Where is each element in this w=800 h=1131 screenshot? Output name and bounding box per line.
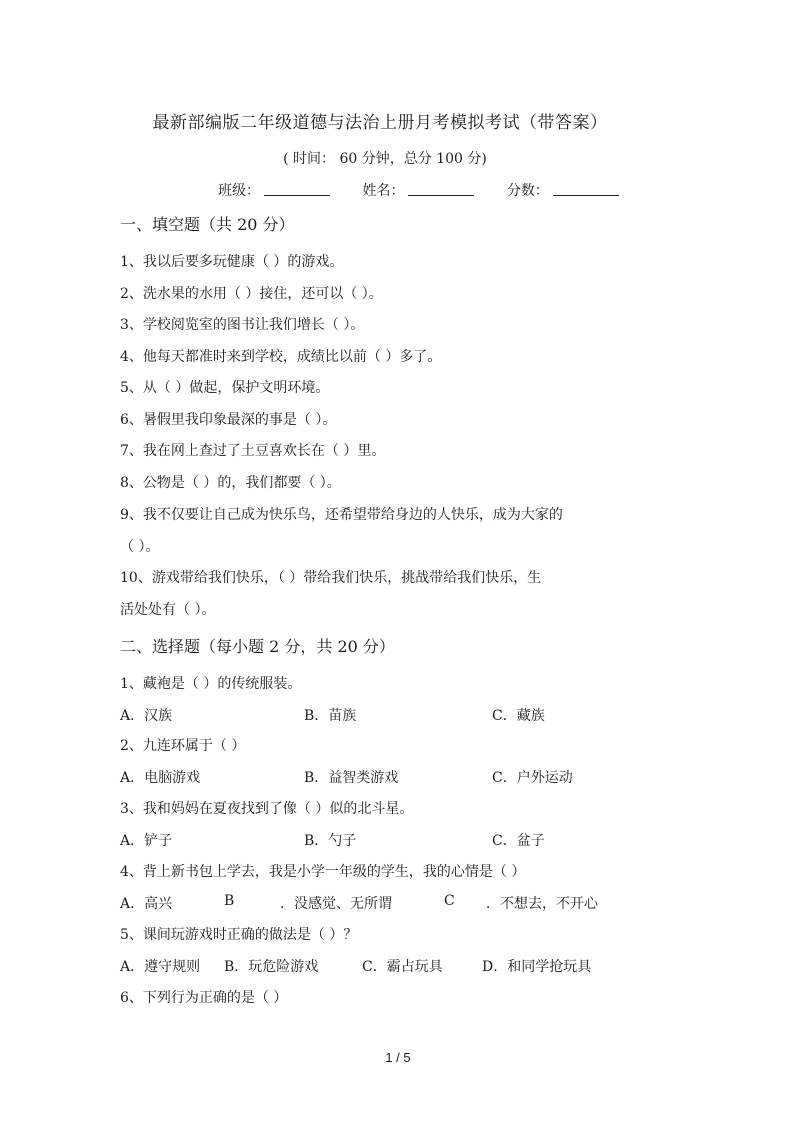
fill-item-6: 6、暑假里我印象最深的事是（ ）。 [120,412,337,428]
option-c: C．户外运动 [492,770,573,786]
fill-item-2: 2、洗水果的水用（ ）接住，还可以（ ）。 [120,286,383,302]
exam-title: 最新部编版二年级道德与法治上册月考模拟考试（带答案） [152,113,608,133]
fill-item-1: 1、我以后要多玩健康（ ）的游戏。 [120,254,344,270]
option-c: C．藏族 [492,708,545,724]
fill-item-9-cont: （ ）。 [120,539,160,555]
fill-item-4: 4、他每天都准时来到学校，成绩比以前（ ）多了。 [120,349,442,365]
choice-question-5: 5、课间玩游戏时正确的做法是（ ）？ [120,927,358,943]
name-blank [408,183,474,196]
option-c: C．盆子 [492,833,545,849]
fill-item-8: 8、公物是（ ）的，我们都要（ ）。 [120,475,341,491]
choice-question-4: 4、背上新书包上学去，我是小学一年级的学生，我的心情是（ ） [120,864,526,880]
option-c: C．霸占玩具 [362,959,443,975]
option-c-letter: C [444,893,455,909]
option-d: D．和同学抢玩具 [482,959,592,975]
fill-item-3: 3、学校阅览室的图书让我们增长（ ）。 [120,317,365,333]
fill-item-7: 7、我在网上查过了土豆喜欢长在（ ）里。 [120,443,386,459]
class-label: 班级： [218,183,260,199]
exam-time-score: ( 时间： 60 分钟，总分 100 分) [283,151,487,167]
class-blank [264,183,330,196]
option-a: A．电脑游戏 [120,770,201,786]
option-b-text: ．没感觉、无所谓 [280,896,392,912]
option-a: A．铲子 [120,833,173,849]
name-label: 姓名： [362,183,405,199]
student-info-row [218,180,647,200]
choice-question-6: 6、下列行为正确的是（ ） [120,990,288,1006]
section2-heading: 二、选择题（每小题 2 分，共 20 分） [120,637,395,656]
option-b: B．勺子 [304,833,357,849]
fill-item-5: 5、从（ ）做起，保护文明环境。 [120,380,330,396]
section1-heading: 一、填空题（共 20 分） [120,215,295,234]
fill-item-10: 10、游戏带给我们快乐，（ ）带给我们快乐，挑战带给我们快乐，生 [120,570,542,586]
option-a: A．遵守规则 [120,959,201,975]
option-a: A．汉族 [120,708,173,724]
option-c-text: ．不想去，不开心 [486,896,598,912]
class-field [218,180,330,200]
fill-item-10-cont: 活处处有（ ）。 [120,602,216,618]
fill-item-9: 9、我不仅要让自己成为快乐鸟，还希望带给身边的人快乐，成为大家的 [120,507,563,523]
option-a: A．高兴 [120,896,173,912]
choice-question-1: 1、藏袍是（ ）的传统服装。 [120,676,302,692]
score-blank [553,183,619,196]
score-label: 分数： [506,183,549,199]
choice-question-2: 2、九连环属于（ ） [120,738,246,754]
name-field [362,180,474,200]
option-b: B．玩危险游戏 [224,959,319,975]
option-b: B．苗族 [304,708,357,724]
choice-question-3: 3、我和妈妈在夏夜找到了像（ ）似的北斗星。 [120,801,414,817]
option-b: B．益智类游戏 [304,770,399,786]
option-b-letter: B [224,893,235,909]
page-number: 1 / 5 [385,1050,411,1065]
score-field [507,180,619,200]
